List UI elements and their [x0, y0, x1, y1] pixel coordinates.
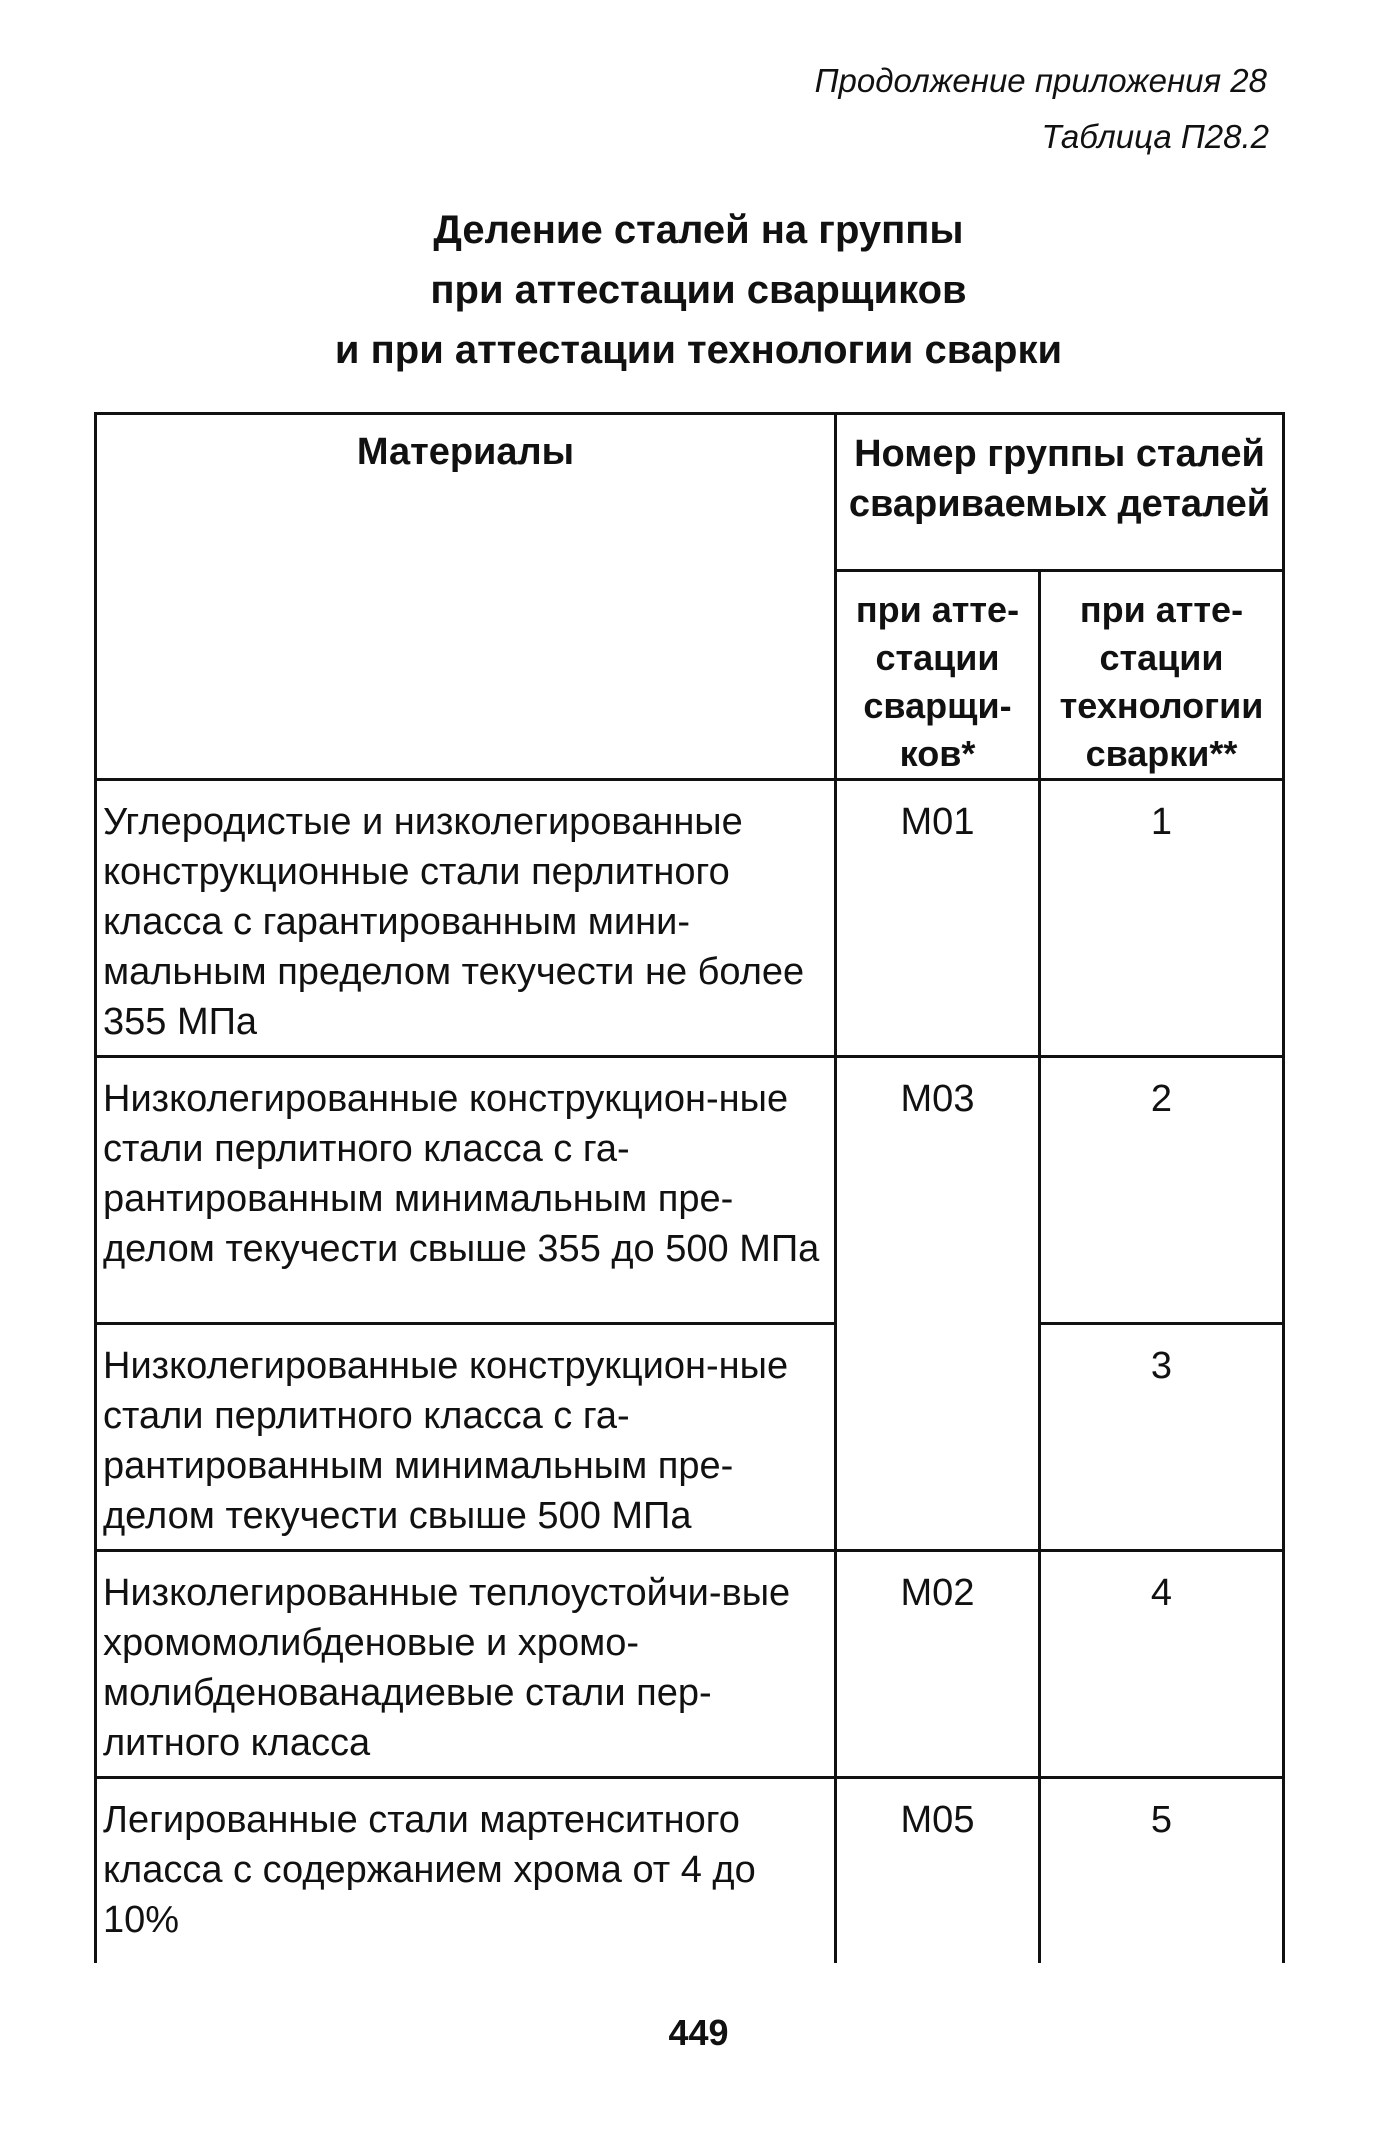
table-row — [96, 780, 1284, 1057]
header-materials: Материалы — [96, 414, 836, 780]
material-cell: Легированные стали мартенситного класса с содержанием хрома от 4 до 10% — [96, 1778, 836, 1964]
continuation-note: Продолжение приложения 28 — [814, 62, 1267, 99]
header-technology: при атте-стации технологии сварки** — [1040, 571, 1284, 780]
material-cell: Низколегированные теплоустойчи-вые хромомолибденовые и хромо-молибденованадиевые стали пер-литного класса — [96, 1551, 836, 1778]
title-line-1: Деление сталей на группы — [433, 208, 964, 252]
welder-group-cell: M05 — [836, 1778, 1040, 1964]
welder-group-cell: M03 — [836, 1057, 1040, 1551]
tech-group-cell: 1 — [1040, 780, 1284, 1057]
welder-group-cell: M02 — [836, 1551, 1040, 1778]
page-number: 449 — [668, 2012, 729, 2053]
header-welders: при атте-стации сварщи-ков* — [836, 571, 1040, 780]
material-cell: Низколегированные конструкцион-ные стали перлитного класса с га-рантированным минимальным пре-делом текучести свыше 500 МПа — [96, 1324, 836, 1551]
tech-group-cell: 5 — [1040, 1778, 1284, 1964]
welder-group-cell: M01 — [836, 780, 1040, 1057]
tech-group-cell: 4 — [1040, 1551, 1284, 1778]
material-cell: Углеродистые и низколегированные конструкционные стали перлитного класса с гарантированным мини-мальным пределом текучести не более 355 МПа — [96, 780, 836, 1057]
table-row — [96, 1057, 1284, 1324]
table-row — [96, 1324, 1284, 1551]
document-title — [0, 200, 1397, 380]
table-row — [96, 1551, 1284, 1778]
steel-groups-table — [94, 412, 1285, 1963]
tech-group-cell: 3 — [1040, 1324, 1284, 1551]
table-number: Таблица П28.2 — [1041, 118, 1269, 155]
material-cell: Низколегированные конструкцион-ные стали перлитного класса с га-рантированным минимальным пре-делом текучести свыше 355 до 500 МПа — [96, 1057, 836, 1324]
title-line-3: и при аттестации технологии сварки — [334, 328, 1063, 372]
header-group-number: Номер группы сталей свариваемых деталей — [836, 414, 1284, 571]
tech-group-cell: 2 — [1040, 1057, 1284, 1324]
title-line-2: при аттестации сварщиков — [430, 268, 967, 312]
table-row — [96, 1778, 1284, 1964]
